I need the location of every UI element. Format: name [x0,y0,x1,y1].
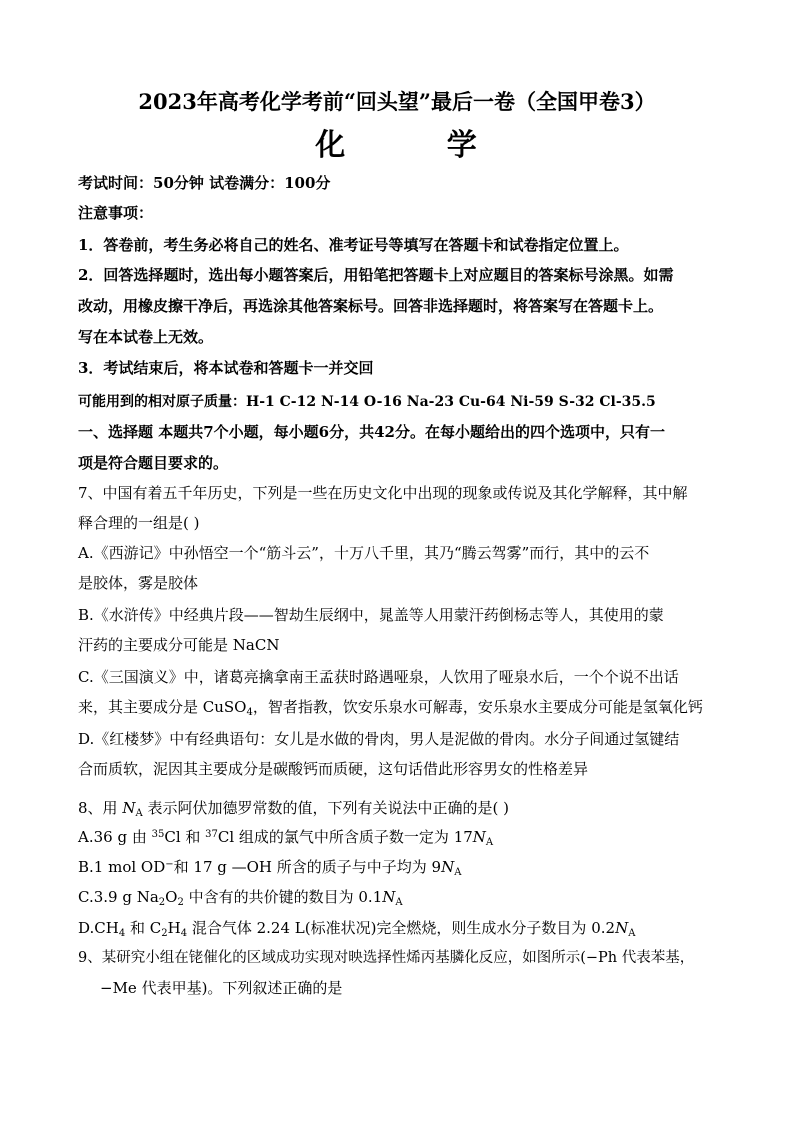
q9-stem-line-2: −Me 代表甲基)。下列叙述正确的是 [100,979,343,997]
note-2-line-2: 改动，用橡皮擦干净后，再选涂其他答案标号。回答非选择题时，将答案写在答题卡上。 [78,297,664,315]
exam-title: 2023年高考化学考前“回头望”最后一卷（全国甲卷3） [138,89,656,114]
q7-option-c-line-2: 来，其主要成分是 CuSO$_4$，智者指教，饮安乐泉水可解毒，安乐泉水主要成分可能是氢氧化钙 [78,698,703,718]
section-heading-line-1: 一、选择题 本题共7个小题，每小题6分，共42分。在每小题给出的四个选项中，只有一 [78,423,665,441]
q8-option-d: $D.CH_4$ 和 $C_2H_4$ 混合气体 2.24 L(标准状况)完全燃烧，则生成水分子数目为 $0.2N_A$ [78,919,636,939]
q7-option-d-line-1: D.《红楼梦》中有经典语句：女儿是水做的骨肉，男人是泥做的骨肉。水分子间通过氢键结 [78,730,680,748]
q7-option-c-line-1: C.《三国演义》中，诸葛亮擒拿南王孟获时路遇哑泉，人饮用了哑泉水后，一个个说不出话 [78,668,679,686]
q7-option-b-line-1: B.《水浒传》中经典片段——智劫生辰纲中，晁盖等人用蒙汗药倒杨志等人，其使用的蒙 [78,606,664,624]
notes-heading: 注意事项： [78,204,154,222]
exam-info: 考试时间：50分钟 试卷满分：100分 [78,174,331,192]
note-2-line-3: 写在本试卷上无效。 [78,328,214,346]
q8-option-b: B.1 mol OD−和 17 g —OH 所含的质子与中子均为 $9N_A$ [78,858,462,878]
q8-option-a: A.36 g 由 $^{35}$Cl 和 $^{37}$Cl 组成的氯气中所含质子数一定为 $17N_A$ [78,828,494,848]
subject-title: 化 学 [315,128,479,163]
note-1: 1．答卷前，考生务必将自己的姓名、准考证号等填写在答题卡和试卷指定位置上。 [78,236,629,254]
atomic-masses: 可能用到的相对原子质量：H-1 C-12 N-14 O-16 Na-23 Cu-64 Ni-59 S-32 Cl-35.5 [78,394,656,410]
section-heading-line-2: 项是符合题目要求的。 [78,454,229,472]
note-2-line-1: 2．回答选择题时，选出每小题答案后，用铅笔把答题卡上对应题目的答案标号涂黑。如需 [78,266,674,284]
q7-option-a-line-1: A.《西游记》中孙悟空一个“筋斗云”，十万八千里，其乃“腾云驾雾”而行，其中的云不 [78,544,650,562]
q8-option-c: C.3.9 g $Na_2O_2$ 中含有的共价键的数目为 $0.1N_A$ [78,888,403,908]
q7-option-b-line-2: 汗药的主要成分可能是 NaCN [78,636,280,654]
q7-stem-line-1: 7、中国有着五千年历史，下列是一些在历史文化中出现的现象或传说及其化学解释，其中解 [78,484,688,502]
q7-option-d-line-2: 合而质软，泥因其主要成分是碳酸钙而质硬，这句话借此形容男女的性格差异 [78,760,589,778]
q9-stem-line-1: 9、某研究小组在铑催化的区域成功实现对映选择性烯丙基膦化反应，如图所示(−Ph 代表苯基， [78,950,695,966]
q7-stem-line-2: 释合理的一组是( ) [78,514,200,532]
q8-stem: 8、用 $N_A$ 表示阿伏加德罗常数的值，下列有关说法中正确的是( ) [78,799,509,819]
note-3: 3．考试结束后，将本试卷和答题卡一并交回 [78,359,374,377]
q7-option-a-line-2: 是胶体，雾是胶体 [78,574,199,592]
